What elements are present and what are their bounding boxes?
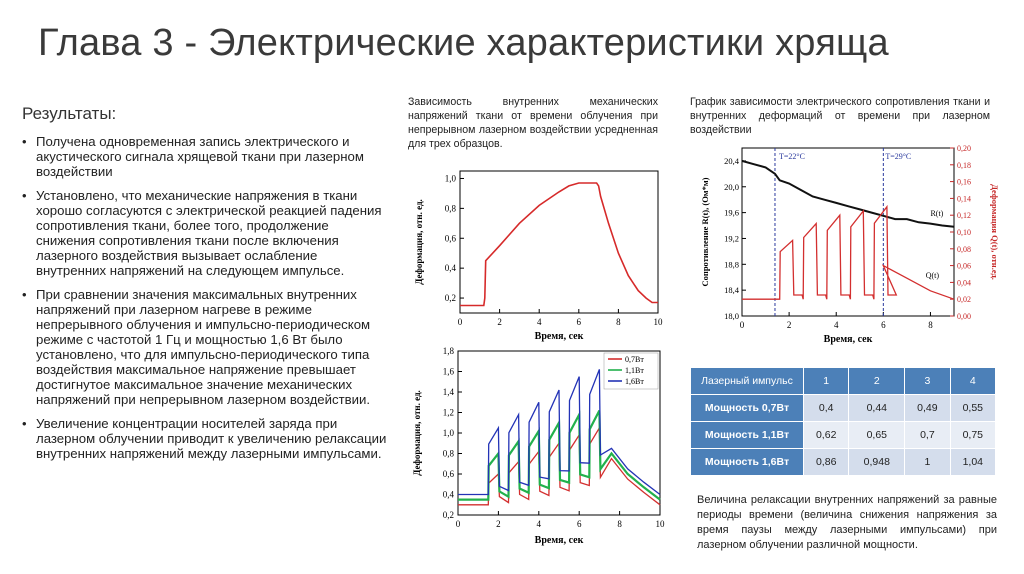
y2-axis-label: Деформация Q(t), отн.ед. xyxy=(990,184,1000,280)
y-tick-label: 1,0 xyxy=(444,173,456,184)
y-tick-label: 0,8 xyxy=(444,203,456,214)
series-line xyxy=(742,161,954,227)
y-tick-label: 1,8 xyxy=(442,346,454,356)
annotation-label: T=29°C xyxy=(885,152,912,161)
legend-label: 1,1Вт xyxy=(625,366,644,375)
bullet-item: • Получена одновременная запись электрического и акустического сигнала хрящевой ткани при лазерном воздействии xyxy=(20,134,390,179)
y-tick-label: 0,6 xyxy=(444,233,456,244)
table-row-label: Мощность 0,7Вт xyxy=(691,395,804,422)
chart-continuous xyxy=(408,163,668,343)
results-heading: Результаты: xyxy=(22,104,117,123)
table-header-cell: 4 xyxy=(950,368,995,395)
caption-resistance: График зависимости электрического сопротивления ткани и внутренних деформаций от времени при лазерном воздействии xyxy=(690,96,990,136)
y-axis-label: Деформация, отн. ед. xyxy=(412,390,422,476)
x-axis-label: Время, сек xyxy=(534,331,584,342)
x-tick-label: 2 xyxy=(786,320,792,330)
series-line xyxy=(460,183,658,306)
annotation-label: T=22°C xyxy=(778,152,805,161)
table-cell: 0,86 xyxy=(804,449,849,476)
slide-title: Глава 3 - Электрические характеристики хряща xyxy=(38,22,889,64)
y2-tick-label: 0,04 xyxy=(957,278,971,288)
y-tick-label: 19,6 xyxy=(724,207,739,218)
bullet-item: • Увеличение концентрации носителей заряда при лазерном облучении приводит к увеличению релаксации внутренних напряжений между лазерными импульсами. xyxy=(20,416,390,461)
x-axis-label: Время, сек xyxy=(823,334,873,345)
y-tick-label: 0,4 xyxy=(444,263,456,274)
table-cell: 1,04 xyxy=(950,449,995,476)
y-tick-label: 0,6 xyxy=(442,469,454,479)
x-tick-label: 8 xyxy=(616,317,621,327)
y2-tick-label: 0,12 xyxy=(957,211,971,221)
y2-tick-label: 0,18 xyxy=(957,160,971,170)
y2-tick-label: 0,02 xyxy=(957,295,971,305)
table-cell: 0,75 xyxy=(950,422,995,449)
x-tick-label: 2 xyxy=(496,519,501,529)
table-header-cell: Лазерный импульс xyxy=(691,368,804,395)
bullet-item: • При сравнении значения максимальных внутренних напряжений при лазерном нагреве в режиме непрерывного облучения и импульсно-периодическом режиме с частотой 1 Гц и мощностью 1,6 Вт было установлено, что для импульсно-периодического типа воздействия максимальное напряжение превышает достигнутое максимальное значение механических напряжений при непрерывном лазерном воздействии. xyxy=(20,287,390,407)
y-tick-label: 20,0 xyxy=(724,181,739,192)
x-tick-label: 0 xyxy=(455,519,461,529)
x-tick-label: 4 xyxy=(536,519,542,529)
table-cell: 1 xyxy=(905,449,950,476)
y-tick-label: 1,4 xyxy=(442,387,454,397)
y-axis-label: Деформация, отн. ед. xyxy=(414,199,424,285)
table-row xyxy=(691,395,996,422)
y-tick-label: 0,2 xyxy=(444,293,456,304)
table-row xyxy=(691,422,996,449)
y2-tick-label: 0,20 xyxy=(957,144,971,153)
legend-label: 0,7Вт xyxy=(625,355,644,364)
table-cell: 0,4 xyxy=(804,395,849,422)
y-tick-label: 0,2 xyxy=(442,510,454,520)
x-tick-label: 2 xyxy=(497,317,502,327)
chart-pulsed xyxy=(408,345,670,550)
table-row-label: Мощность 1,6Вт xyxy=(691,449,804,476)
legend-label: 1,6Вт xyxy=(625,377,644,386)
y2-tick-label: 0,08 xyxy=(957,244,971,254)
table-cell: 0,44 xyxy=(849,395,905,422)
table-header-cell: 2 xyxy=(849,368,905,395)
y-tick-label: 0,4 xyxy=(442,489,454,500)
x-tick-label: 6 xyxy=(576,317,582,327)
y-tick-label: 0,8 xyxy=(442,448,454,459)
power-table xyxy=(690,367,996,476)
x-tick-label: 10 xyxy=(655,519,665,529)
x-tick-label: 4 xyxy=(833,320,839,330)
table-cell: 0,55 xyxy=(950,395,995,422)
y-tick-label: 1,6 xyxy=(442,366,454,377)
table-header-row xyxy=(691,368,996,395)
caption-continuous: Зависимость внутренних механических напряжений ткани от времени облучения при непрерывном лазерном воздействии усредненная для трех образцов. xyxy=(408,96,658,150)
y-tick-label: 18,0 xyxy=(724,311,739,321)
table-row xyxy=(691,449,996,476)
table-cell: 0,62 xyxy=(804,422,849,449)
x-tick-label: 4 xyxy=(536,317,542,327)
table-cell: 0,7 xyxy=(905,422,950,449)
table-row-label: Мощность 1,1Вт xyxy=(691,422,804,449)
table-cell: 0,49 xyxy=(905,395,950,422)
x-tick-label: 6 xyxy=(881,320,886,330)
y-tick-label: 1,0 xyxy=(442,428,454,438)
y-tick-label: 18,8 xyxy=(724,259,739,270)
x-tick-label: 8 xyxy=(617,519,622,529)
x-tick-label: 0 xyxy=(457,317,463,327)
x-tick-label: 10 xyxy=(653,317,663,327)
y2-tick-label: 0,14 xyxy=(957,194,971,204)
table-cell: 0,948 xyxy=(849,449,905,476)
table-cell: 0,65 xyxy=(849,422,905,449)
y-axis-label: Сопротивление R(t), (Ом*м) xyxy=(700,177,710,287)
y-tick-label: 1,2 xyxy=(442,407,454,418)
annotation-label: R(t) xyxy=(930,208,944,218)
x-tick-label: 6 xyxy=(576,519,582,529)
table-header-cell: 1 xyxy=(804,368,849,395)
y-tick-label: 18,4 xyxy=(724,285,739,296)
annotation-label: Q(t) xyxy=(925,271,940,281)
y-tick-label: 20,4 xyxy=(724,155,739,166)
y2-tick-label: 0,00 xyxy=(957,312,971,321)
caption-relaxation: Величина релаксации внутренних напряжений за равные периоды времени (величина снижения напряжения за время паузы между лазерными импульсами) при лазерном облучении различной мощности. xyxy=(697,494,997,551)
x-axis-label: Время, сек xyxy=(534,535,584,546)
x-tick-label: 8 xyxy=(928,320,933,330)
y2-tick-label: 0,10 xyxy=(957,228,971,237)
bullet-item: • Установлено, что механические напряжения в ткани хорошо согласуются с электрической реакцией падения сопротивления ткани, более того, продолжение снижения сопротивления ткани после включения лазерного воздействия вызывает ослабление внутренних напряжений на следующем импульсе. xyxy=(20,188,390,278)
y2-tick-label: 0,16 xyxy=(957,177,971,187)
y-tick-label: 19,2 xyxy=(724,233,739,244)
chart-resistance xyxy=(696,140,1002,350)
results-list xyxy=(20,134,390,470)
table-header-cell: 3 xyxy=(905,368,950,395)
series-line xyxy=(742,207,954,299)
y2-tick-label: 0,06 xyxy=(957,261,971,271)
x-tick-label: 0 xyxy=(739,320,745,330)
